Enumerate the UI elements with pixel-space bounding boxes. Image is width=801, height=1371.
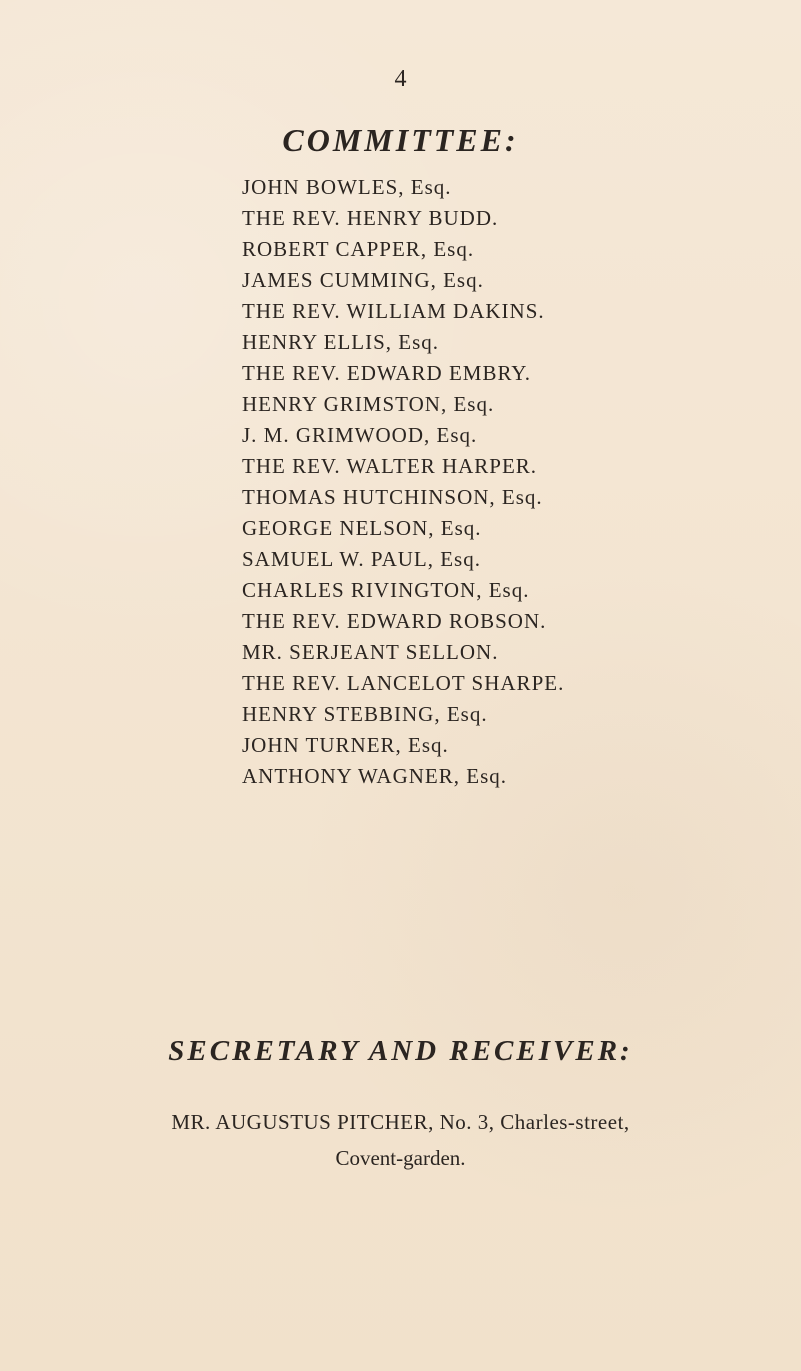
- committee-member: MR. SERJEANT SELLON.: [242, 640, 499, 664]
- committee-member: GEORGE NELSON, Esq.: [242, 516, 482, 540]
- committee-member: THE REV. WALTER HARPER.: [242, 454, 538, 478]
- committee-member: JOHN BOWLES, Esq.: [242, 175, 452, 199]
- secretary-address-line: Covent-garden.: [335, 1146, 466, 1170]
- committee-member: CHARLES RIVINGTON, Esq.: [242, 578, 530, 602]
- committee-heading: COMMITTEE:: [282, 122, 519, 158]
- committee-member: J. M. GRIMWOOD, Esq.: [242, 423, 478, 447]
- committee-member-list: [242, 172, 564, 792]
- committee-member: HENRY ELLIS, Esq.: [242, 330, 440, 354]
- committee-member: JAMES CUMMING, Esq.: [242, 268, 484, 292]
- committee-member: SAMUEL W. PAUL, Esq.: [242, 547, 481, 571]
- page-number: 4: [394, 66, 407, 92]
- secretary-heading: SECRETARY AND RECEIVER:: [168, 1035, 633, 1067]
- committee-member: THE REV. HENRY BUDD.: [242, 206, 499, 230]
- committee-member: THE REV. LANCELOT SHARPE.: [242, 671, 565, 695]
- committee-member: ROBERT CAPPER, Esq.: [242, 237, 475, 261]
- secretary-address-line: MR. AUGUSTUS PITCHER, No. 3, Charles-street,: [171, 1110, 630, 1134]
- committee-member: THE REV. WILLIAM DAKINS.: [242, 299, 545, 323]
- committee-member: HENRY STEBBING, Esq.: [242, 702, 488, 726]
- committee-member: JOHN TURNER, Esq.: [242, 733, 449, 757]
- committee-member: THE REV. EDWARD EMBRY.: [242, 361, 532, 385]
- committee-member: ANTHONY WAGNER, Esq.: [242, 764, 507, 788]
- committee-member: HENRY GRIMSTON, Esq.: [242, 392, 495, 416]
- committee-member: THE REV. EDWARD ROBSON.: [242, 609, 547, 633]
- committee-member: THOMAS HUTCHINSON, Esq.: [242, 485, 543, 509]
